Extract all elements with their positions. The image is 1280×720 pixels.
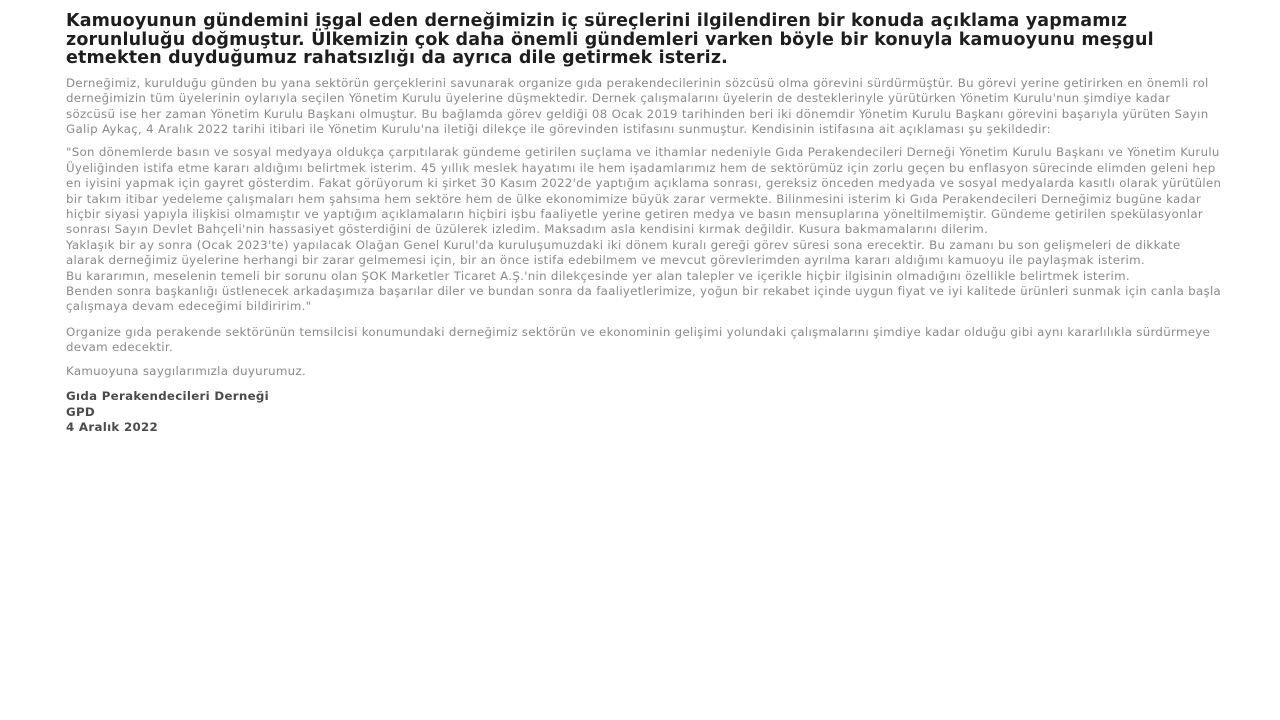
- quote-line-2: Yaklaşık bir ay sonra (Ocak 2023'te) yapılacak Olağan Genel Kurul'da kuruluşumuzdaki iki dönem kuralı gereği görev süresi sona erecektir. Bu zamanı bu son gelişmeleri de dikkate alarak derneğimiz üyelerine herhangi bir zarar gelmemesi için, bir an önce istifa edebilmem ve mevcut görevlerimden ayrılma kararı aldığımı kamuoyu ile paylaşmak isterim.: [66, 237, 1181, 268]
- statement-lead: Kamuoyunun gündemini işgal eden derneğimizin iç süreçlerini ilgilendiren bir konuda açıklama yapmamız zorunluluğu doğmuştur. Ülkemizin çok daha önemli gündemleri varken böyle bir konuyla kamuoyunu meşgul etmekten duyduğumuz rahatsızlığı da ayrıca dile getirmek isteriz.: [66, 11, 1154, 69]
- quote-line-4: Benden sonra başkanlığı üstlenecek arkadaşımıza başarılar diler ve bundan sonra da faaliyetlerimize, yoğun bir rekabet içinde uygun fiyat ve iyi kalitede ürünleri sunmak için canla başla çalışmaya devam edeceğimi bildiririm.": [66, 284, 1222, 314]
- resignation-quote: [66, 145, 1222, 314]
- statement-closing: Kamuoyuna saygılarımızla duyurumuz.: [66, 363, 306, 378]
- signature-block: [66, 389, 1222, 435]
- signature-date: 4 Aralık 2022: [66, 419, 158, 434]
- quote-line-3: Bu kararımın, meselenin temeli bir sorunu olan ŞOK Marketler Ticaret A.Ş.'nin dilekçesinde yer alan talepler ve içerikle hiçbir ilgisinin olmadığını özellikle belirtmek isterim.: [66, 268, 1130, 283]
- statement-paragraph-2: Organize gıda perakende sektörünün temsilcisi konumundaki derneğimiz sektörün ve ekonominin gelişimi yolundaki çalışmalarını şimdiye kadar olduğu gibi aynı kararlılıkla sürdürmeye devam edecektir.: [66, 324, 1211, 355]
- quote-line-1: "Son dönemlerde basın ve sosyal medyaya oldukça çarpıtılarak gündeme getirilen suçlama ve ithamlar nedeniyle Gıda Perakendecileri Derneği Yönetim Kurulu Başkanı ve Yönetim Kurulu Üyeliğinden istifa etme kararı aldığımı belirtmek isterim. 45 yıllık meslek hayatımı ile hem işadamlarımız hem de sektörümüz için zorlu geçen bu enflasyon sürecinde elimden geleni hep en iyisini yapmak için gayret gösterdim. Fakat görüyorum ki şirket 30 Kasım 2022'de yaptığım açıklama sonrası, gereksiz önceden medyada ve sosyal medyalarda kasıtlı olarak yürütülen bir takım itibar yedeleme çalışmaları hem şahsıma hem sektöre hem de ülke ekonomimize büyük zarar vermekte. Bilinmesini isterim ki Gıda Perakendecileri Derneğimiz bugüne kadar hiçbir siyasi yapıyla ilişkisi olmamıştır ve yaptığım açıklamaların hiçbiri işbu faaliyetle yerine getiren medya ve basın mensuplarına yöneltilmemiştir. Gündeme getirilen spekülasyonlar sonrası Sayın Devlet Bahçeli'nin hassasiyet gösterdiğini de üzülerek izledim. Maksadım asla kendisini kırmak değildir. Kusura bakmamalarını dilerim.: [66, 145, 1222, 237]
- signature-organization: Gıda Perakendecileri Derneği: [66, 389, 269, 404]
- statement-paragraph-1: Derneğimiz, kurulduğu günden bu yana sektörün gerçeklerini savunarak organize gıda perakendecilerinin sözcüsü olma görevini sürdürmüştür. Bu görevi yerine getirirken en önemli rol derneğimizin tüm üyelerinin oylarıyla seçilen Yönetim Kurulu üyelerine düşmektedir. Dernek çalışmalarını üyelerin de desteklerinyle yürütürken Yönetim Kurulu'nun şimdiye kadar sözcüsü ise her zaman Yönetim Kurulu Başkanı olmuştur. Bu bağlamda görev geldiği 08 Ocak 2019 tarihinden beri iki dönemdir Yönetim Kurulu Başkanı görevini başarıyla yürüten Sayın Galip Aykaç, 4 Aralık 2022 tarihi itibari ile Yönetim Kurulu'na iletiği dilekçe ile görevinden istifasını sunmuştur. Kendisinin istifasına ait açıklaması şu şekildedir:: [66, 75, 1209, 136]
- signature-abbreviation: GPD: [66, 404, 96, 419]
